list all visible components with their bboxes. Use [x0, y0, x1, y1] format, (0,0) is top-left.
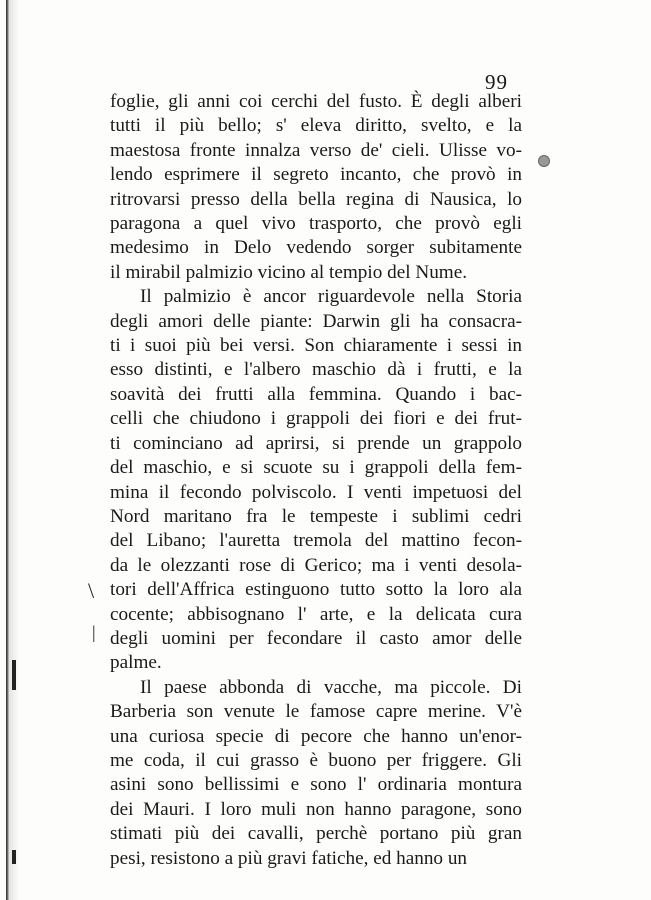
ink-speck: [538, 155, 550, 167]
text-line: una curiosa specie di pecore che hanno un'enor-: [110, 725, 522, 747]
text-line: del Libano; l'auretta tremola del mattino fecon-: [110, 530, 522, 552]
text-line: stimati più dei cavalli, perchè portano più gran: [110, 823, 522, 845]
text-line: Il paese abbonda di vacche, ma piccole. Di: [140, 676, 522, 698]
text-line: me coda, il cui grasso è buono per friggere. Gli: [110, 749, 522, 771]
text-line: asini sono bellissimi e sono l' ordinaria montura: [110, 774, 522, 796]
text-line: mina il fecondo polviscolo. I venti impetuosi del: [110, 481, 522, 503]
margin-mark: \: [88, 578, 95, 603]
text-line: paragona a quel vivo trasporto, che provò egli: [110, 213, 522, 235]
text-line: foglie, gli anni coi cerchi del fusto. È degli alberi: [110, 91, 522, 112]
text-line: tori dell'Affrica estinguono tutto sotto la loro ala: [110, 579, 522, 601]
text-line: il mirabil palmizio vicino al tempio del Nume.: [110, 261, 468, 283]
text-line: esso distinti, e l'albero maschio dà i frutti, e la: [110, 359, 522, 381]
text-line: dei Mauri. I loro muli non hanno paragone, sono: [110, 798, 522, 820]
text-line: cocente; abbisognano l' arte, e la delicata cura: [110, 603, 522, 625]
binding-shadow: [9, 0, 19, 900]
margin-mark: |: [92, 622, 96, 642]
gutter-mark: [12, 850, 16, 864]
text-line: degli uomini per fecondare il casto amor delle: [110, 627, 522, 649]
text-line: ti i suoi più bei versi. Son chiaramente i sessi in: [110, 335, 522, 357]
body-text: [110, 90, 522, 871]
text-line: ti cominciano ad aprirsi, si prende un grappolo: [110, 432, 522, 454]
text-line: tutti il più bello; s' eleva diritto, svelto, e la: [110, 115, 522, 137]
text-line: degli amori delle piante: Darwin gli ha consacra-: [110, 310, 522, 332]
text-line: ritrovarsi presso della bella regina di Nausica, lo: [110, 188, 522, 210]
text-line: palme.: [110, 652, 162, 674]
text-line: maestosa fronte innalza verso de' cieli. Ulisse vo-: [110, 139, 522, 161]
text-line: pesi, resistono a più gravi fatiche, ed hanno un: [110, 847, 468, 869]
text-line: del maschio, e si scuote su i grappoli della fem-: [110, 457, 522, 479]
text-line: Il palmizio è ancor riguardevole nella Storia: [140, 286, 522, 308]
text-line: Nord maritano fra le tempeste i sublimi cedri: [110, 505, 522, 527]
text-line: da le olezzanti rose di Gerico; ma i venti desola-: [110, 554, 522, 576]
text-line: soavità dei frutti alla femmina. Quando i bac-: [110, 383, 522, 405]
paragraph: [110, 90, 522, 285]
text-line: celli che chiudono i grappoli dei fiori e dei frut-: [110, 408, 522, 430]
gutter-mark: [12, 660, 16, 690]
page-number: 99: [485, 70, 508, 94]
text-line: medesimo in Delo vedendo sorger subitamente: [110, 237, 522, 259]
paragraph: [110, 285, 522, 676]
paragraph: [110, 676, 522, 871]
text-line: lendo esprimere il segreto incanto, che provò in: [110, 164, 522, 186]
text-line: Barberia son venute le famose capre merine. V'è: [110, 701, 522, 723]
